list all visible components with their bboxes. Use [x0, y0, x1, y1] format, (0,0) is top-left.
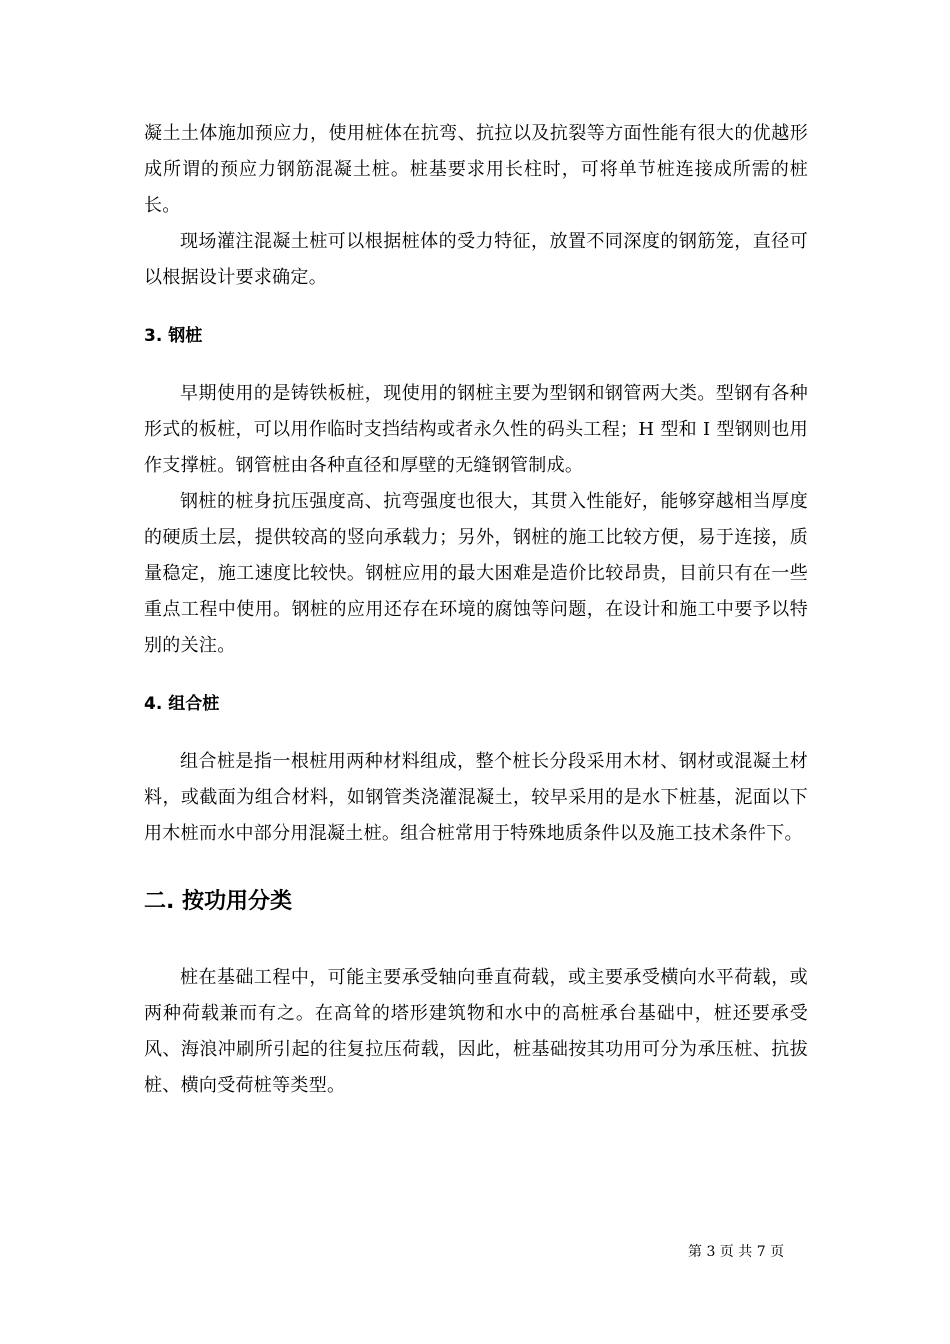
spacer [144, 722, 808, 744]
spacer [144, 296, 808, 318]
spacer [144, 664, 808, 686]
paragraph-steel-pile-types: 早期使用的是铸铁板桩，现使用的钢桩主要为型钢和钢管两大类。型钢有各种形式的板桩，可以用作临时支挡结构或者永久性的码头工程；H 型和 I 型钢则也用作支撑桩。钢管桩由各种直径和厚壁的无缝钢管制成。 [144, 383, 808, 476]
paragraph-composite-pile: 组合桩是指一根桩用两种材料组成，整个桩长分段采用木材、钢材或混凝土材料，或截面为组合材料，如钢管类浇灌混凝土，较早采用的是水下桩基，泥面以下用木桩而水中部分用混凝土桩。组合桩常用于特殊地质条件以及施工技术条件下。 [144, 751, 808, 844]
paragraph-cast-in-place-pile: 现场灌注混凝土桩可以根据桩体的受力特征，放置不同深度的钢筋笼，直径可以根据设计要求确定。 [144, 231, 808, 288]
page-body [144, 116, 808, 1104]
paragraph-pile-function: 桩在基础工程中，可能主要承受轴向垂直荷载，或主要承受横向水平荷载，或两种荷载兼而有之。在高耸的塔形建筑物和水中的高桩承台基础中，桩还要承受风、海浪冲刷所引起的往复拉压荷载，因此，桩基础按其功用可分为承压桩、抗拔桩、横向受荷桩等类型。 [144, 967, 808, 1096]
heading-steel-pile: 3. 钢桩 [144, 326, 203, 346]
spacer [144, 354, 808, 376]
paragraph-prestressed-pile: 凝土土体施加预应力，使用桩体在抗弯、抗拉以及抗裂等方面性能有很大的优越形成所谓的预应力钢筋混凝土桩。桩基要求用长柱时，可将单节桩连接成所需的桩长。 [144, 123, 808, 216]
spacer [144, 922, 808, 960]
page-number-footer: 第 3 页 共 7 页 [688, 1244, 785, 1260]
heading-classification-by-function: 二. 按功用分类 [144, 889, 293, 914]
heading-composite-pile: 4. 组合桩 [144, 694, 220, 714]
paragraph-steel-pile-properties: 钢桩的桩身抗压强度高、抗弯强度也很大，其贯入性能好，能够穿越相当厚度的硬质土层，提供较高的竖向承载力；另外，钢桩的施工比较方便，易于连接，质量稳定，施工速度比较快。钢桩应用的最大困难是造价比较昂贵，目前只有在一些重点工程中使用。钢桩的应用还存在环境的腐蚀等问题，在设计和施工中要予以特别的关注。 [144, 491, 808, 656]
spacer [144, 852, 808, 882]
